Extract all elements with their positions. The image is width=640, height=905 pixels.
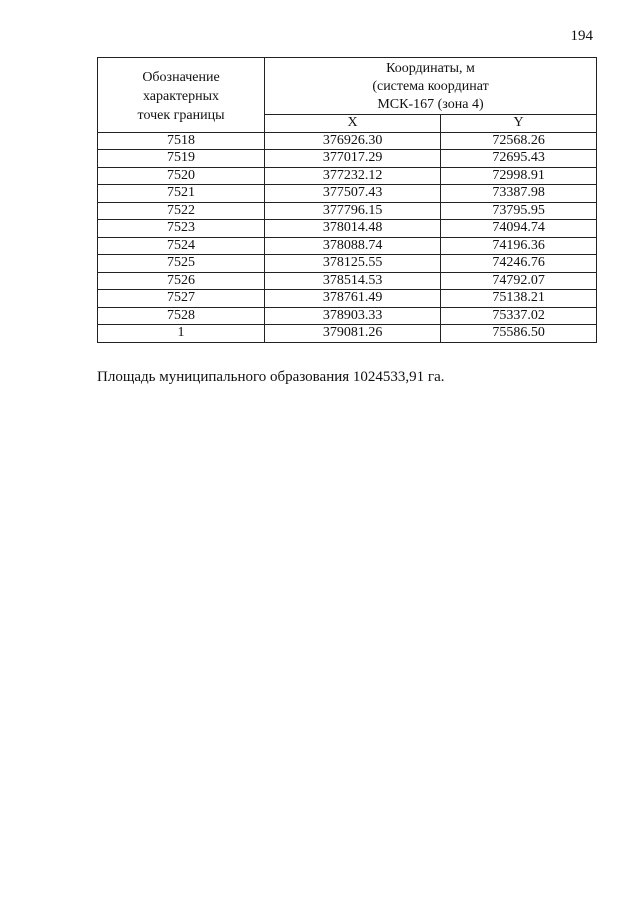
point-cell: 7523 [98,220,265,238]
table-row [98,167,597,185]
y-cell: 72998.91 [441,167,597,185]
x-cell: 379081.26 [265,325,441,343]
y-cell: 74246.76 [441,255,597,273]
table-row [98,237,597,255]
point-cell: 7518 [98,132,265,150]
table-row [98,325,597,343]
y-cell: 75586.50 [441,325,597,343]
table-row [98,150,597,168]
x-cell: 378125.55 [265,255,441,273]
table-row [98,220,597,238]
coordinates-header [265,58,597,115]
y-cell: 75138.21 [441,290,597,308]
x-cell: 378088.74 [265,237,441,255]
table-row [98,255,597,273]
y-cell: 74792.07 [441,272,597,290]
y-cell: 73387.98 [441,185,597,203]
y-cell: 73795.95 [441,202,597,220]
coordinates-table-body [98,132,597,342]
point-cell: 7527 [98,290,265,308]
point-header-line-3: точек границы [137,108,225,124]
point-designation-header [98,58,265,133]
point-cell: 7524 [98,237,265,255]
x-cell: 378903.33 [265,307,441,325]
coords-header-line-3: МСК-167 (зона 4) [377,97,484,112]
page-number: 194 [570,28,593,44]
table-row [98,307,597,325]
point-cell: 7519 [98,150,265,168]
x-column-header: X [265,115,441,133]
x-cell: 377017.29 [265,150,441,168]
point-cell: 7528 [98,307,265,325]
point-cell: 7520 [98,167,265,185]
x-cell: 378761.49 [265,290,441,308]
y-cell: 74196.36 [441,237,597,255]
x-cell: 378514.53 [265,272,441,290]
x-cell: 376926.30 [265,132,441,150]
table-row [98,185,597,203]
area-note: Площадь муниципального образования 1024533,91 га. [97,369,445,385]
point-cell: 7522 [98,202,265,220]
point-cell: 1 [98,325,265,343]
x-cell: 377796.15 [265,202,441,220]
y-cell: 72695.43 [441,150,597,168]
point-header-line-1: Обозначение [142,70,220,86]
y-column-header: Y [441,115,597,133]
table-row [98,202,597,220]
x-cell: 378014.48 [265,220,441,238]
point-cell: 7525 [98,255,265,273]
coordinates-table [97,57,597,343]
point-header-line-2: характерных [142,89,220,105]
point-cell: 7526 [98,272,265,290]
x-cell: 377507.43 [265,185,441,203]
table-row [98,132,597,150]
table-row [98,272,597,290]
coords-header-line-2: (система координат [372,79,489,94]
y-cell: 72568.26 [441,132,597,150]
table-row [98,290,597,308]
y-cell: 74094.74 [441,220,597,238]
coords-header-line-1: Координаты, м [386,61,475,76]
x-cell: 377232.12 [265,167,441,185]
y-cell: 75337.02 [441,307,597,325]
point-cell: 7521 [98,185,265,203]
